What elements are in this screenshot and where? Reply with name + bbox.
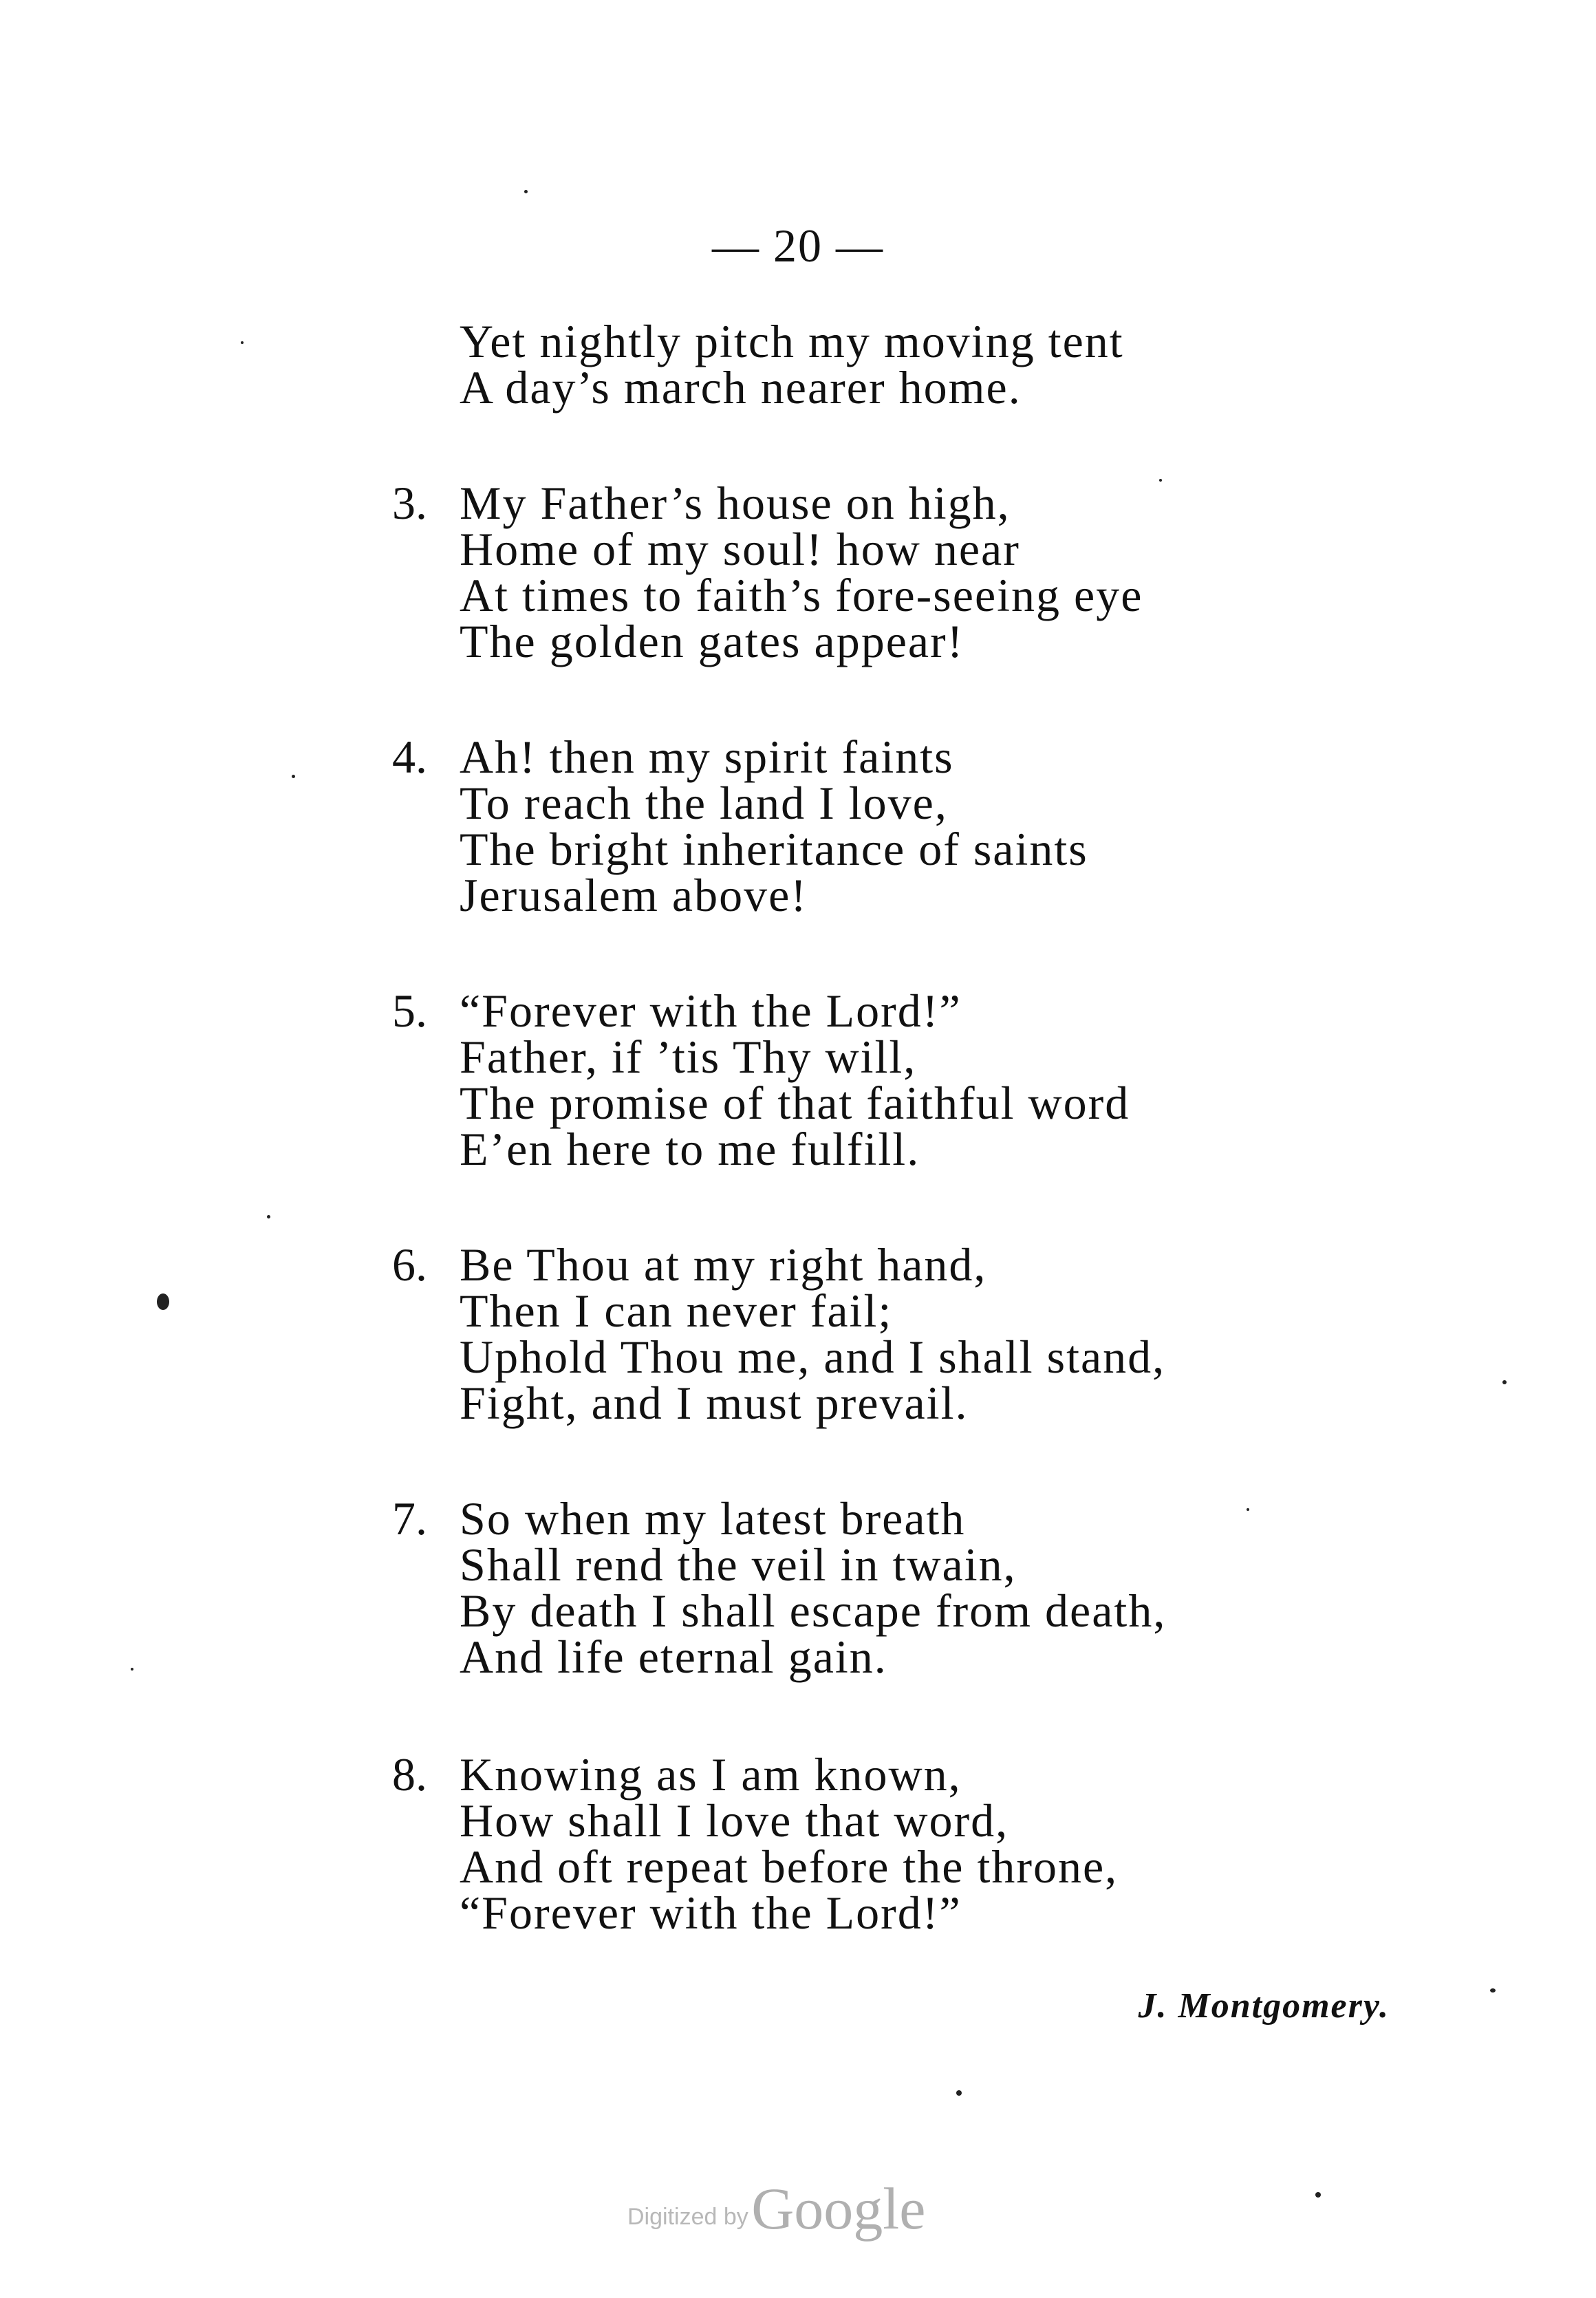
verse-line: At times to faith’s fore-seeing eye [460,569,1143,621]
verse-line: Father, if ’tis Thy will, [460,1031,917,1083]
verse-number: 8. [392,1748,427,1801]
verse-8 [392,1748,1119,1939]
verse-line: A day’s march nearer home. [460,361,1022,414]
verse-number: 6. [392,1238,427,1291]
verse-line: Be Thou at my right hand, [460,1238,987,1291]
author-attribution: J. Montgomery. [1138,1986,1390,2026]
verse-line: Knowing as I am known, [460,1748,962,1801]
verse-line: Yet nightly pitch my moving tent [460,315,1124,367]
scan-speck [157,1293,169,1310]
digitized-by-google-watermark [627,2174,925,2243]
scan-speck [1315,2192,1321,2198]
verse-number: 5. [392,985,427,1037]
verse-line: My Father’s house on high, [460,477,1011,529]
verse-number: 7. [392,1492,427,1545]
page-number: — 20 — [712,219,884,272]
verse-line: How shall I love that word, [460,1794,1009,1847]
scan-speck [1502,1380,1507,1384]
verse-number: 3. [392,477,427,529]
verse-7 [392,1492,1167,1683]
scan-speck [131,1668,133,1671]
scan-speck [956,2090,962,2096]
verse-line: Shall rend the veil in twain, [460,1538,1017,1591]
verse-4 [392,731,1088,921]
verse-line: Jerusalem above! [460,869,808,921]
scan-speck [1490,1988,1496,1993]
scan-speck [292,775,295,778]
verse-line: “Forever with the Lord!” [460,1887,962,1939]
verse-line: “Forever with the Lord!” [460,985,962,1037]
verse-5 [392,985,1130,1175]
watermark-prefix: Digitized by [627,2204,748,2230]
verse-continuation [392,315,1124,414]
verse-line: The bright inheritance of saints [460,823,1088,875]
scan-speck [524,190,528,193]
verse-line: And life eternal gain. [460,1631,887,1683]
watermark-brand: Google [751,2176,926,2242]
verse-3 [392,477,1143,667]
scan-speck [241,341,244,344]
verse-number: 4. [392,731,427,783]
verse-line: Uphold Thou me, and I shall stand, [460,1331,1166,1383]
verse-line: Fight, and I must prevail. [460,1377,969,1429]
verse-line: The promise of that faithful word [460,1077,1130,1129]
scan-speck [1247,1508,1249,1511]
verse-line: E’en here to me fulfill. [460,1123,920,1175]
verse-6 [392,1238,1166,1429]
verse-line: The golden gates appear! [460,615,964,667]
scan-speck [267,1215,270,1218]
verse-line: To reach the land I love, [460,777,948,829]
scan-speck [1159,479,1162,482]
verse-line: Home of my soul! how near [460,523,1020,575]
verse-line: By death I shall escape from death, [460,1585,1167,1637]
verse-line: So when my latest breath [460,1492,966,1545]
verse-line: And oft repeat before the throne, [460,1840,1119,1893]
verse-line: Then I can never fail; [460,1285,893,1337]
verse-line: Ah! then my spirit faints [460,731,954,783]
